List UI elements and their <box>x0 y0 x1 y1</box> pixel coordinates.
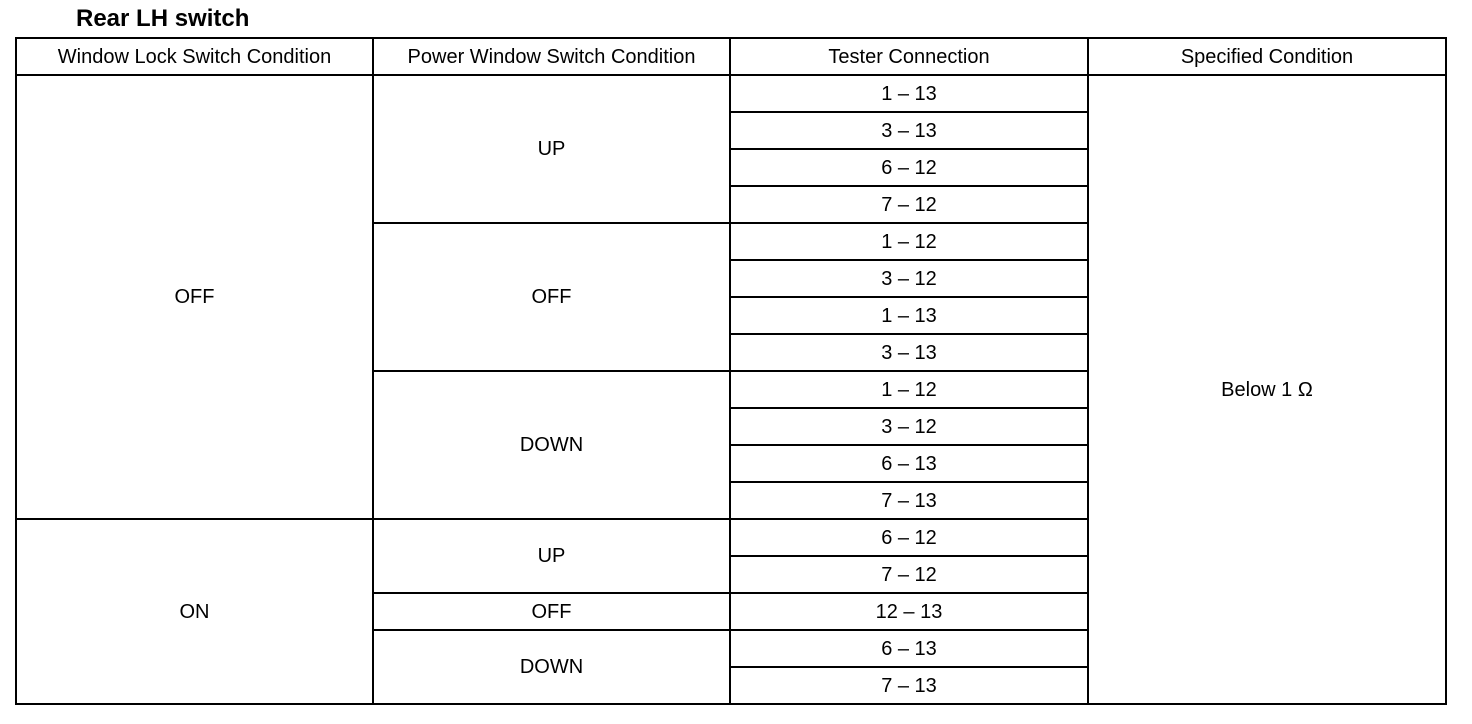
power-window-condition-cell: UP <box>373 75 730 223</box>
tester-connection-cell: 7 – 13 <box>730 667 1088 704</box>
header-power-window: Power Window Switch Condition <box>373 38 730 75</box>
header-window-lock: Window Lock Switch Condition <box>16 38 373 75</box>
tester-connection-cell: 1 – 12 <box>730 223 1088 260</box>
switch-spec-table <box>15 37 1447 705</box>
table-row <box>16 75 1446 112</box>
tester-connection-cell: 1 – 13 <box>730 297 1088 334</box>
header-tester-connection: Tester Connection <box>730 38 1088 75</box>
tester-connection-cell: 1 – 13 <box>730 75 1088 112</box>
specified-condition-cell: Below 1 Ω <box>1088 75 1446 704</box>
tester-connection-cell: 3 – 12 <box>730 408 1088 445</box>
tester-connection-cell: 7 – 12 <box>730 556 1088 593</box>
tester-connection-cell: 6 – 12 <box>730 519 1088 556</box>
power-window-condition-cell: UP <box>373 519 730 593</box>
tester-connection-cell: 3 – 13 <box>730 112 1088 149</box>
window-lock-condition-cell: OFF <box>16 75 373 519</box>
header-specified-condition: Specified Condition <box>1088 38 1446 75</box>
tester-connection-cell: 12 – 13 <box>730 593 1088 630</box>
tester-connection-cell: 7 – 13 <box>730 482 1088 519</box>
tester-connection-cell: 3 – 12 <box>730 260 1088 297</box>
power-window-condition-cell: DOWN <box>373 630 730 704</box>
tester-connection-cell: 6 – 13 <box>730 630 1088 667</box>
tester-connection-cell: 7 – 12 <box>730 186 1088 223</box>
header-row <box>16 38 1446 75</box>
power-window-condition-cell: DOWN <box>373 371 730 519</box>
tester-connection-cell: 1 – 12 <box>730 371 1088 408</box>
tester-connection-cell: 3 – 13 <box>730 334 1088 371</box>
window-lock-condition-cell: ON <box>16 519 373 704</box>
tester-connection-cell: 6 – 12 <box>730 149 1088 186</box>
tester-connection-cell: 6 – 13 <box>730 445 1088 482</box>
power-window-condition-cell: OFF <box>373 593 730 630</box>
page-title: Rear LH switch <box>76 5 250 32</box>
power-window-condition-cell: OFF <box>373 223 730 371</box>
